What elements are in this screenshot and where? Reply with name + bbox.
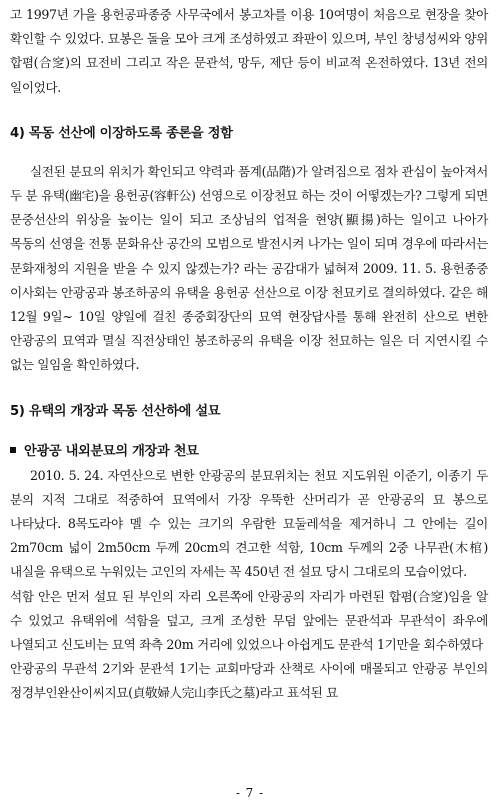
section-4-paragraph: 실전된 분묘의 위치가 확인되고 약력과 품계(品階)가 알려짐으로 점차 관심이 높아져서 두 분 유택(幽宅)을 용헌공(容軒公) 선영으로 이장천묘 하는 것이 어떻겠는가? 그렇게 되면 문중선산의 위상을 높이는 일이 되고 조상님의 업적을 현양(顯揚)하는 일이고 나아가 목동의 선영을 전통 문화유산 공간의 모범으로 발전시켜 나가는 일이 되며 경우에 따라서는 문화재청의 지원을 받을 수 있지 않겠는가? 라는 공감대가 넓혀져 2009. 11. 5. 용헌종중 이사회는 안광공과 봉조하공의 유택을 용헌공 선산으로 이장 천묘키로 결의하였다. 같은 해 12월 9일~ 10일 양일에 걸친 종중회장단의 묘역 현장답사를 통해 완전히 산으로 변한 안광공의 묘역과 멸실 직전상태인 봉조하공의 유택을 이장 천묘하는 일은 더 지연시킬 수 없는 일임을 확인하였다. bbox=[10, 163, 488, 373]
page-number: - 7 - bbox=[235, 786, 265, 800]
section-5-heading: 5) 유택의 개장과 목동 선산하에 설묘 bbox=[10, 403, 221, 419]
subsection-paragraph-1: 2010. 5. 24. 자연산으로 변한 안광공의 분묘위치는 천묘 지도위원 이준기, 이종기 두 분의 지적 그대로 적중하여 묘역에서 가장 우뚝한 산머리가 곧 안광공의 묘 봉으로 나타났다. 8목도라야 멜 수 있는 크기의 우람한 묘둘레석을 제거하니 그 안에는 길이 2m70cm 넓이 2m50cm 두께 20cm의 견고한 석함, 10cm 두께의 2중 나무관(木棺) 내실을 유택으로 누워있는 고인의 자세는 꼭 450년 전 설묘 당시 그대로의 모습이었다. bbox=[10, 467, 488, 580]
intro-paragraph: 고 1997년 가을 용헌공파종중 사무국에서 봉고차를 이용 10여명이 처음으로 현장을 찾아 확인할 수 있었다. 묘봉은 돌을 모아 크게 조성하였고 좌판이 있으며, 부인 창녕성씨와 양위 합폄(合窆)의 묘전비 그리고 작은 문관석, 망두, 제단 등이 비교적 온전하였다. 13년 전의 일이었다. bbox=[10, 7, 488, 95]
section-4-heading: 4) 목동 선산에 이장하도록 종론을 정함 bbox=[10, 125, 233, 141]
subsection-heading-row bbox=[10, 440, 488, 464]
document-page bbox=[10, 3, 488, 706]
subsection-paragraph-2: 석함 안은 먼저 설묘 된 부인의 자리 오른쪽에 안광공의 자리가 마련된 합폄(合窆)임을 알 수 있었고 유택위에 석함을 덮고, 크게 조성한 무덤 앞에는 문관석과 무관석이 좌우에 나열되고 신도비는 묘역 좌측 20m 거리에 있었으나 아쉽게도 문관석 1기만을 회수하였다 bbox=[10, 588, 488, 653]
subsection-heading: 안광공 내외분묘의 개장과 천묘 bbox=[24, 443, 199, 459]
subsection-paragraph-3: 안광공의 무관석 2기와 문관석 1기는 교회마당과 산책로 사이에 매몰되고 안광공 부인의 정경부인완산이씨지묘(貞敬婦人完山李氏之墓)라고 표석된 묘 bbox=[10, 661, 488, 701]
square-bullet-icon bbox=[10, 447, 16, 453]
